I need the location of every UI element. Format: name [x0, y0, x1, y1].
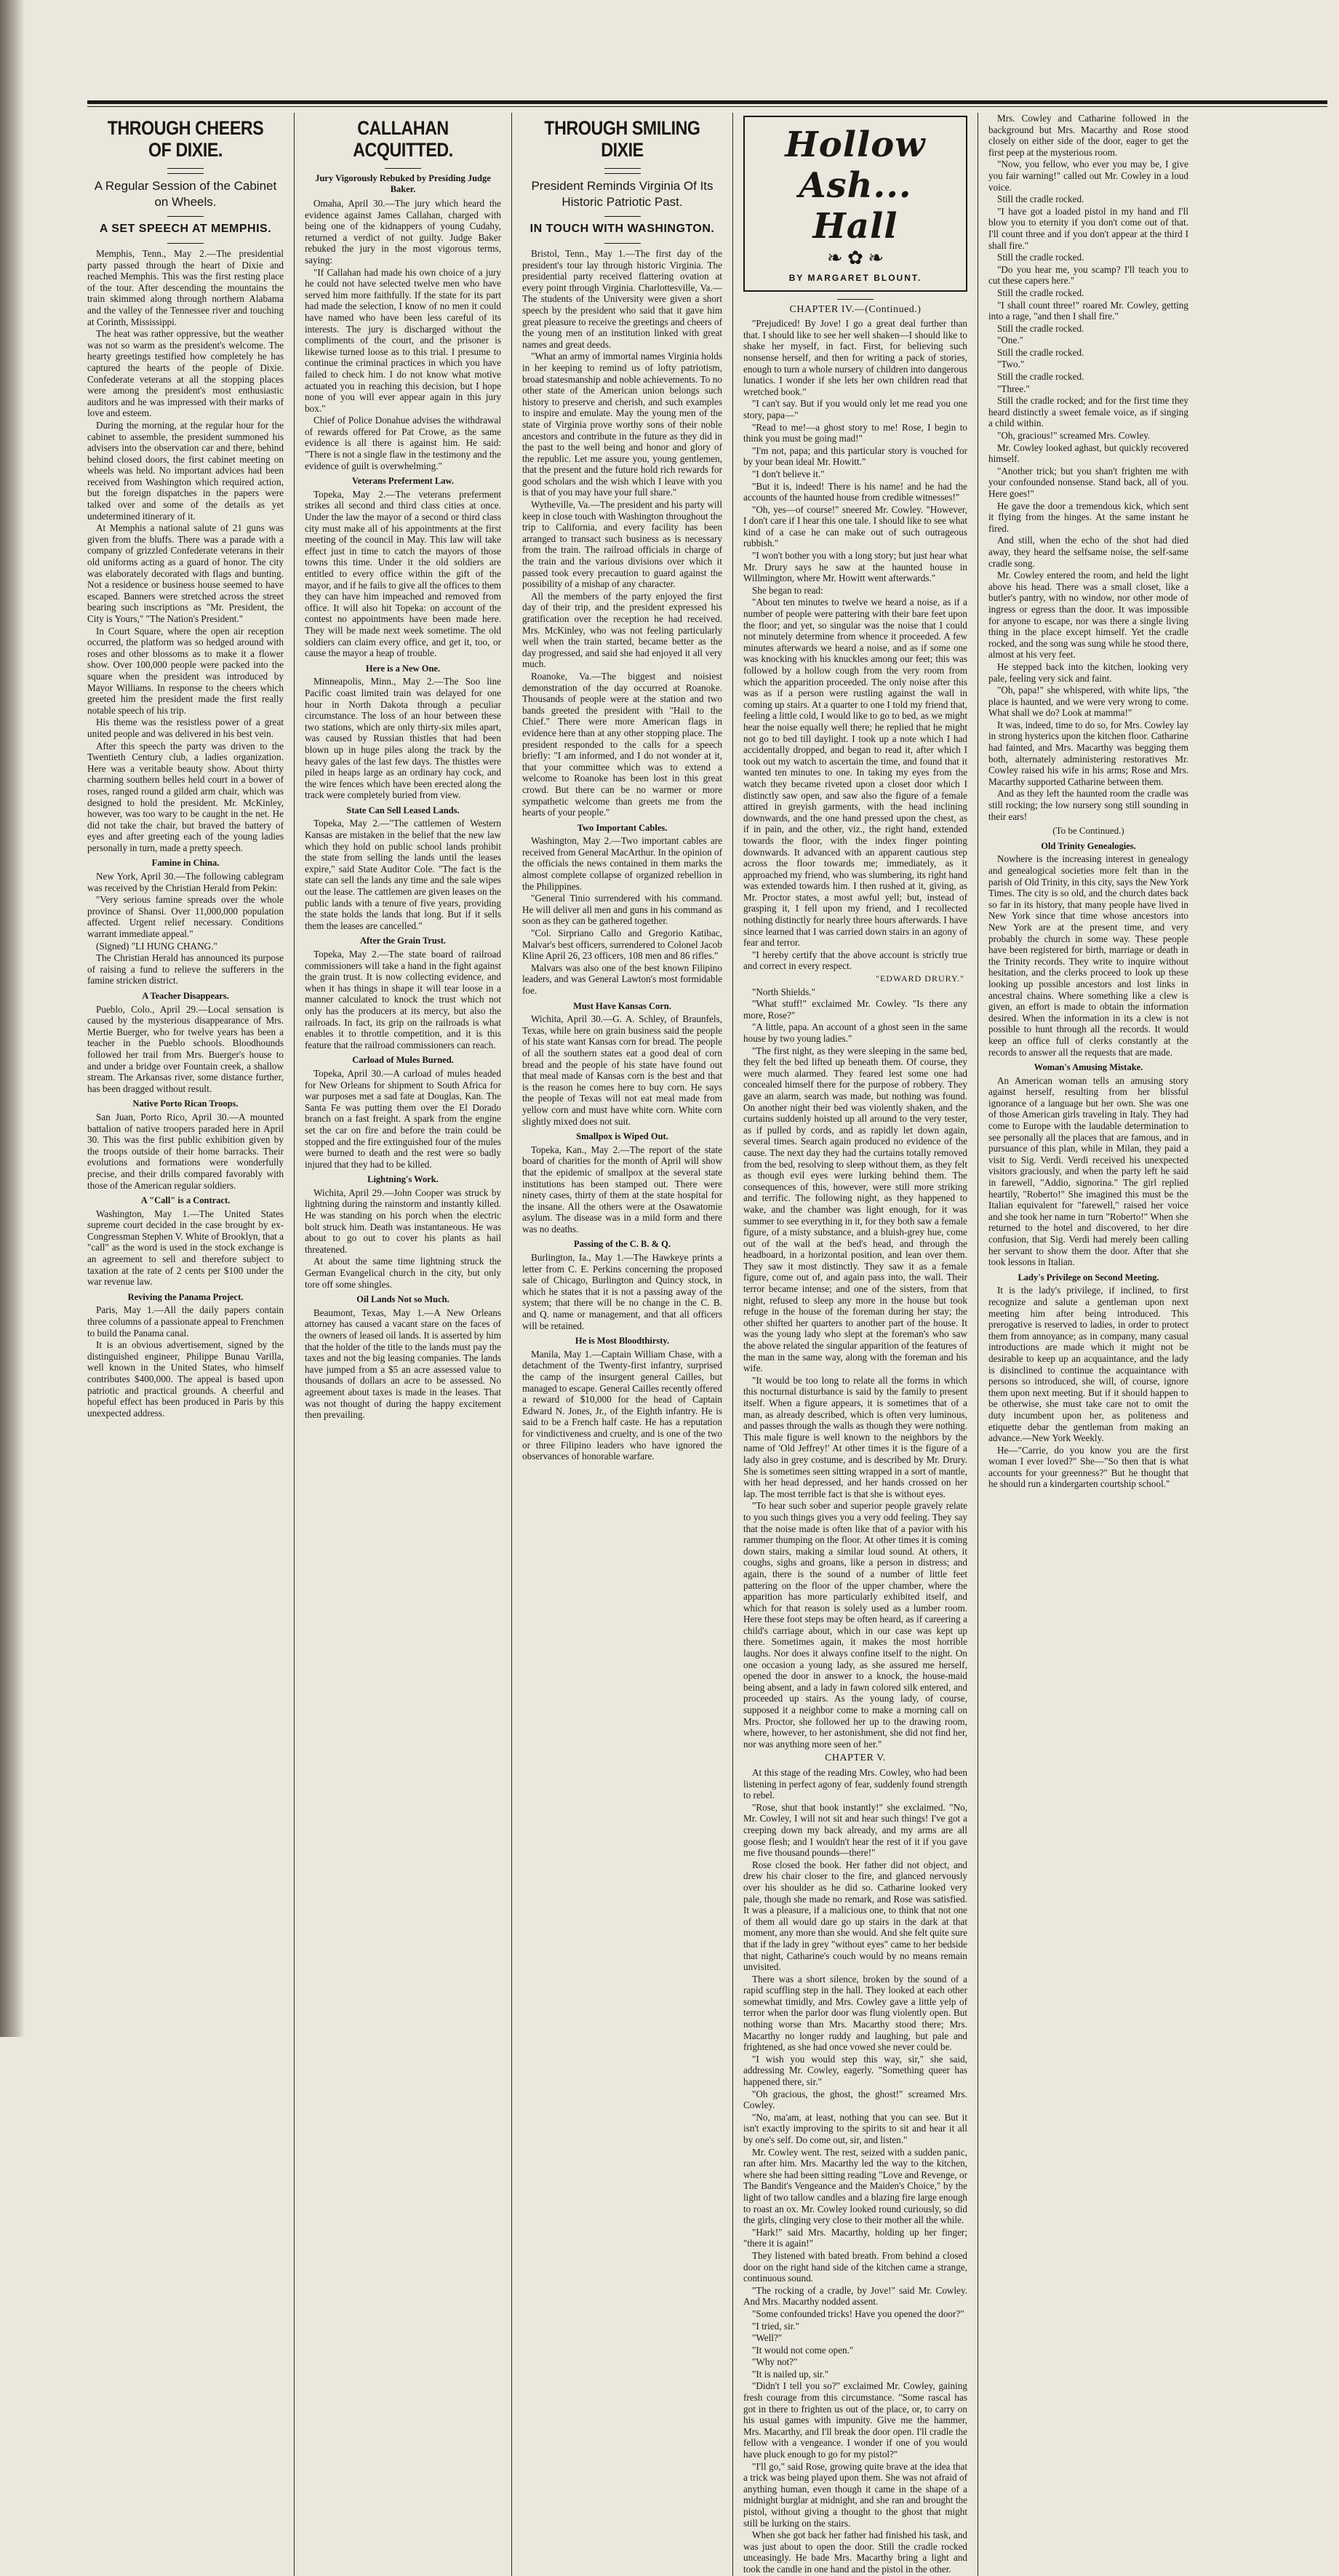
paragraph: It is an obvious advertisement, signed by the distinguished engineer, Philippe Bunau Varilla, well known in the United States, who himself contributes $400,000. The appeal is based upon patriotic and practical grounds. A cheerful and hopeful effect has been produced in Paris by this unexpected address. — [87, 1339, 284, 1419]
paragraph: "I'll go," said Rose, growing quite brave at the idea that a trick was being played upon them. She was not afraid of anything human, even though it came in the shape of a midnight burglar at midnight, and she ran and brought the pistol, without giving a thought to the ghost that might still be lurking on the stairs. — [743, 2460, 967, 2529]
paragraph: Nowhere is the increasing interest in genealogy and genealogical societies more felt than in the parish of Old Trinity, in this city, says the New York Times. The city is so old, and the church dates back so far in its history, that many people have lived in New York since that time whose ancestors into New York are at the present time, and very probably the church in some way. These people have been registered for birth, marriage or death in the Trinity records. They write to inquire without hesitation, and the clerks proceed to look up these looking up possible ancestors and lost links in ancestral chains. Where something like a clew is given, an effort is made to obtain the information desired. When the information in its a clew is not possible to hunt through all the records. It would keep an office full of clerks constantly at the records to answer all the requests that are made. — [988, 853, 1188, 1058]
section-rule — [604, 173, 641, 174]
paragraph: "I have got a loaded pistol in my hand and I'll blow you to eternity if you don't come out of that. I'll count three and if you don't appear at the third I shall fire." — [988, 205, 1188, 251]
paragraph: "The first night, as they were sleeping in the same bed, they felt the bed lifted up beneath them. Of course, they were much alarmed. They feared lest some one had concealed himself there for the purpose of robbery. They gave an alarm, search was made, but nothing was found. On another night their bed was violently shaken, and the curtains suddenly hoisted up all around to the very tester, as if pulled by cords, and as rapidly let down again, several times. Search again produced no evidence of the cause. The next day they had the curtains totally removed from the bed, resolving to sleep without them, as they felt as though evil eyes were lurking behind them. The consequences of this, however, were still more striking and terrific. The following night, as they happened to wake, and the chamber was light enough, for it was summer to see everything in it, for they both saw a female figure, of a misty substance, and a bluish-grey hue, come out of the wall at the bed's head, and through the headboard, in a horizontal position, and lean over them. They saw it most distinctly. They saw it as a female figure, come out of, and again pass into, the wall. Their terror became intense; and one of the sisters, from that night, refused to sleep any more in the house but took refuge in the house of the foreman during her stay; the other shifted her quarters to another part of the house. It was the young lady who slept at the foreman's who saw the above related the singular apparition of the features of the man in the same way, along with the foreman and his wife. — [743, 1045, 967, 1374]
paragraph: Still the cradle rocked. — [997, 322, 1084, 334]
paragraph: "A little, papa. An account of a ghost seen in the same house by two young ladies." — [743, 1021, 967, 1044]
paragraph: "It would be too long to relate all the forms in which this nocturnal disturbance is said by the family to present itself. When a figure appears, it is sometimes that of a man, as already described, which is often very luminous, and passes through the walls as though they were nothing. This male figure is well known to the neighbors by the name of 'Old Jeffrey!' At other times it is the figure of a lady also in grey costume, and is described by Mr. Drury. She is sometimes seen sitting wrapped in a sort of mantle, with her head depressed, and her hands crossed on her lap. The most terrible fact is that she is without eyes. — [743, 1374, 967, 1499]
paragraph: Mr. Cowley looked aghast, but quickly recovered himself. — [988, 442, 1188, 465]
paragraph: When she got back her father had finished his task, and was just about to open the door. Still the cradle rocked unceasingly. He bade Mrs. Macarthy bring a light and took the candle in one hand and the pistol in the other. — [743, 2529, 967, 2575]
paragraph: "I tried, sir." — [752, 2320, 799, 2332]
paragraph: Mr. Cowley entered the room, and held the light above his head. There was a small closet, like a butler's pantry, with no window, nor other mode of ingress or egress than the door. It was impossible for anyone to escape, nor was there a single living thing in the place except himself. Yet the cradle rocked, and the song was sung while he stood there, almost at his very feet. — [988, 570, 1188, 661]
paragraph: "Do you hear me, you scamp? I'll teach you to cut these capers here." — [988, 263, 1188, 287]
paragraph: "I shall count three!" roared Mr. Cowley, getting into a rage, "and then I shall fire." — [988, 299, 1188, 322]
subhead: Woman's Amusing Mistake. — [1034, 1062, 1143, 1073]
paragraph: During the morning, at the regular hour for the cabinet to assemble, the president summoned his advisers into the observation car and there, behind behind closed doors, the first cabinet meeting on wheels was held. No important advices had been received from Washington which required action, but the foreign dispatches in the papers were talked over and some of the details as yet undetermined itinerary of it. — [87, 419, 284, 522]
paragraph: Topeka, Kan., May 2.—The report of the state board of charities for the month of April will show that the epidemic of smallpox at the several state institutions has been stamped out. There were ninety cases, thirty of them at the state hospital for the insane. All the others were at the Osawatomie asylum. The disease was in a mild form and there was no deaths. — [522, 1144, 722, 1235]
paragraph: Paris, May 1.—All the daily papers contain three columns of a passionate appeal to Frenchmen to build the Panama canal. — [87, 1304, 284, 1339]
paragraph: Still the cradle rocked. — [997, 371, 1084, 383]
subhead: Lady's Privilege on Second Meeting. — [1018, 1272, 1159, 1283]
subhead: A Teacher Disappears. — [142, 991, 229, 1001]
paragraph: "I'm not, papa; and this particular story is vouched for by your bean ideal Mr. Howitt." — [743, 444, 967, 468]
paragraph: At this stage of the reading Mrs. Cowley, who had been listening in perfect agony of fear, suddenly found strength to rebel. — [743, 1767, 967, 1801]
paragraph: In Court Square, where the open air reception occurred, the platform was so hedged around with roses and other blossoms as to make it a flower show. Over 100,000 people were packed into the square when the president was introduced by Mayor Williams. In response to the cheers which greeted him the president made the first really notable speech of his trip. — [87, 625, 284, 716]
paragraph: "The rocking of a cradle, by Jove!" said Mr. Cowley. And Mrs. Macarthy nodded assent. — [743, 2284, 967, 2308]
paragraph: Memphis, Tenn., May 2.—The presidential party passed through the heart of Dixie and reached Memphis. This was the first resting place of the tour. After descending the mountains the train skimmed along through northern Alabama and the valley of the Tennessee river and touching at Corinth, Mississippi. — [87, 248, 284, 327]
column-5 — [988, 113, 1188, 2576]
section-rule — [167, 216, 204, 217]
paragraph: "It is nailed up, sir." — [752, 2368, 829, 2380]
paragraph: "What an army of immortal names Virginia holds in her keeping to remind us of lofty patriotism, broad statesmanship and noble achievements. To no other state of the American union belongs such history to preserve and cherish, and such examples to inspire and emulate. May the young men of the state of Virginia prove worthy sons of their noble ancestors and contribute in the future as they did in the past to the well being and honor and glory of the republic. Let me assure you, young gentlemen, that the present and the future hold rich rewards for good scholars and the wish which I leave with you is that of you may have your full share." — [522, 351, 722, 498]
subhead: Passing of the C. B. & Q. — [574, 1239, 671, 1250]
paragraph: New York, April 30.—The following cablegram was received by the Christian Herald from Pekin: — [87, 871, 284, 893]
paragraph: Still the cradle rocked. — [997, 252, 1084, 263]
paragraph: "Very serious famine spreads over the whole province of Shansi. Over 11,000,000 population affected. Urgent relief necessary. Conditions warrant immediate appeal." — [87, 894, 284, 940]
paragraph: "No, ma'am, at least, nothing that you can see. But it isn't exactly improving to the spirits to sit and hear it all by one's self. Do come out, sir, and listen." — [743, 2111, 967, 2145]
paragraph: Topeka, May 2.—"The cattlemen of Western Kansas are mistaken in the belief that the new law which they hold on public school lands prohibit the state from selling the lands until the leases expire," said State Auditor Cole. "The fact is the state can sell the lands any time and the sale wipes out the lease. The cattlemen are given leases on the public lands with a tenure of five years, providing the state holds the lands that long. But if it sells them the leases are cancelled." — [305, 818, 501, 931]
paragraph: "Now, you fellow, who ever you may be, I give you fair warning!" called out Mr. Cowley in a loud voice. — [988, 159, 1188, 193]
paragraph: Burlington, Ia., May 1.—The Hawkeye prints a letter from C. E. Perkins concerning the proposed sale of Chicago, Burlington and Quincy stock, in which he states that it is not a passing away of the system; that there will be no change in the C. B. and Q. name or management, and that all officers will be retained. — [522, 1252, 722, 1331]
section-rule — [604, 243, 641, 244]
paragraph: San Juan, Porto Rico, April 30.—A mounted battalion of native troopers paraded here in April 30. This was the first public exhibition given by the troops outside of their home barracks. Their evolutions and formations were wonderfully precise, and their drills compared favorably with those of the American regular soldiers. — [87, 1111, 284, 1191]
paragraph: "Oh gracious, the ghost, the ghost!" screamed Mrs. Cowley. — [743, 2088, 967, 2111]
serial-title-box — [743, 116, 967, 292]
column-rule — [511, 113, 512, 2576]
paragraph: They listened with bated breath. From behind a closed door on the right hand side of the kitchen came a strange, continuous sound. — [743, 2249, 967, 2284]
paragraph: Washington, May 1.—The United States supreme court decided in the case brought by ex-Congressman Stephen V. White of Brooklyn, that a "call" as the word is used in the stock exchange is an agreement to sell and therefore subject to taxation at the rate of 2 cents per $100 under the war revenue law. — [87, 1208, 284, 1288]
paragraph: "But it is, indeed! There is his name! and he had the accounts of the haunted house from credible witnesses!" — [743, 480, 967, 503]
kicker: Jury Vigorously Rebuked by Presiding Judge Baker. — [315, 173, 491, 194]
continued-note: (To be Continued.) — [1052, 825, 1124, 837]
section-rule — [604, 216, 641, 217]
deck: A Regular Session of the Cabinet on Wheels. — [94, 179, 277, 209]
paragraph: It was, indeed, time to do so, for Mrs. Cowley lay in strong hysterics upon the kitchen floor. Catharine had fainted, and Mrs. Macarthy was begging them both, alternately administering restoratives Mr. Cowley raised his wife in his arms; Rose and Mrs. Macarthy supported Catharine between them. — [988, 719, 1188, 787]
paragraph: His theme was the resistless power of a great united people and was delivered in his best vein. — [87, 717, 284, 739]
paragraph: "What stuff!" exclaimed Mr. Cowley. "Is there any more, Rose?" — [743, 998, 967, 1021]
paragraph: "I can't say. But if you would only let me read you one story, papa—" — [743, 398, 967, 420]
paragraph: And still, when the echo of the shot had died away, they heard the selfsame noise, the self-same cradle song. — [988, 535, 1188, 569]
chapter-heading: CHAPTER V. — [825, 1752, 886, 1764]
paragraph: "I don't believe it." — [752, 468, 825, 479]
paragraph: The Christian Herald has announced its purpose of raising a fund to relieve the sufferers in the famine stricken district. — [87, 952, 284, 986]
column-4 — [743, 113, 967, 2576]
paragraph: "Oh, yes—of course!" sneered Mr. Cowley. "However, I don't care if I hear this one tale. I should like to see what kind of a case he can make out of such outrageous rubbish." — [743, 503, 967, 549]
paragraph: At Memphis a national salute of 21 guns was given from the bluffs. There was a parade with a company of grizzled Confederate veterans in their old uniforms acting as a guard of honor. The city was elaborately decorated with flags and bunting. Not a residence or business house seemed to have escaped. Banners were stretched across the street bearing such inscriptions as "Mr. President, the City is Yours," "The Nation's President." — [87, 522, 284, 624]
paragraph: Still the cradle rocked. — [997, 287, 1084, 298]
deck-caps: IN TOUCH WITH WASHINGTON. — [529, 223, 715, 235]
newspaper-page — [87, 113, 1327, 2575]
subhead: Reviving the Panama Project. — [127, 1291, 244, 1302]
paragraph: "If Callahan had made his own choice of a jury he could not have selected twelve men who have served him more faithfully. If the state for its part had made the selection, I know of no men it could have named who have been less careful of its interests. The jury is discharged without the compliments of the court, and the prisoner is likewise turned loose as to this trial. I presume to continue the criminal practices in which you have failed to check him. I do not know what motive actuated you in reaching this decision, but I hope none of you will ever appear again in this jury box." — [305, 266, 501, 414]
paragraph: "Read to me!—a ghost story to me! Rose, I begin to think you must be going mad!" — [743, 421, 967, 444]
paragraph: Beaumont, Texas, May 1.—A New Orleans attorney has caused a vacant stare on the faces of the owners of leased oil lands. It is asserted by him that the holder of the title to the lands must pay the taxes and not the big leasing companies. The lands have jumped from a $5 an acre assessed value to thousands of dollars an acre to be assessed. No agreement about taxes is made in the leases. That was not thought of during the happy excitement then prevailing. — [305, 1307, 501, 1421]
paragraph: Topeka, April 30.—A carload of mules headed for New Orleans for shipment to South Africa for war purposes met a sad fate at Douglas, Kan. The Santa Fe was putting them over the El Dorado branch on a fast freight. A spark from the engine set the car on fire and before the train could be stopped and the fire extinguished four of the mules were burned to death and the rest were so badly injured that they had to be killed. — [305, 1067, 501, 1170]
paragraph: "Didn't I tell you so?" exclaimed Mr. Cowley, gaining fresh courage from this circumstance. "Some rascal has got in there to frighten us out of the place, or, to carry on his usual games with impunity. Give me the hammer, Mrs. Macarthy, and I'll break the door open. I'll cradle the fellow with a vengeance. I wonder if one of you would have pluck enough to go for my pistol?" — [743, 2380, 967, 2460]
paragraph: "Some confounded tricks! Have you opened the door?" — [752, 2308, 964, 2319]
section-rule — [167, 168, 204, 169]
headline: CALLAHAN ACQUITTED. — [353, 117, 453, 161]
deck-caps: A SET SPEECH AT MEMPHIS. — [99, 223, 272, 235]
section-rule — [385, 168, 421, 169]
column-1 — [87, 113, 284, 2576]
subhead: After the Grain Trust. — [359, 936, 447, 946]
chapter-heading: CHAPTER IV.—(Continued.) — [789, 303, 922, 315]
subhead: Must Have Kansas Corn. — [573, 1000, 671, 1011]
serial-title: Hollow Ash... Hall — [785, 124, 926, 247]
paragraph: There was a short silence, broken by the sound of a rapid scuffling step in the hall. They looked at each other somewhat timidly, and Mrs. Cowley gave a little yelp of terror when the parlor door was flung violently open. But nothing worse than Mrs. Macarthy stood there; Mrs. Macarthy no longer ruddy and laughing, but pale and frightened, as she had once vowed she never could be. — [743, 1973, 967, 2053]
paragraph: Topeka, May 2.—The veterans preferment strikes all second and third class cities at once. Under the law the mayor of a second or third class city must make all of his appointments at the first meeting of the council in May. This law will take effect just in time to catch the mayors of those towns this time. Under it the old soldiers are entitled to every office within the gift of the mayor, and if he fails to give all the offices to them they can have him impeached and removed from office. It will also hit Topeka: on account of the contest no appointments have been made here. They will be made next week sometime. The old soldiers can claim every office, and get it, too, or cause the mayor a heap of trouble. — [305, 488, 501, 659]
paragraph: Mr. Cowley went. The rest, seized with a sudden panic, ran after him. Mrs. Macarthy led the way to the kitchen, where she had been sitting reading "Love and Revenge, or The Bandit's Vengeance and the Maiden's Choice," by the light of two tallow candles and a blazing fire large enough to roast an ox. Mr. Cowley looked round curiously, so did the girls, clinging very close to their mother all the while. — [743, 2146, 967, 2226]
paragraph: Pueblo, Colo., April 29.—Local sensation is caused by the mysterious disappearance of Mrs. Mertie Buerger, who for twelve years has been a teacher in the Pueblo schools. Bloodhounds followed her trail from Mrs. Buerger's house to and under a bridge over Fountain creek, a shallow stream. The Arkansas river, some distance further, has been dragged without result. — [87, 1003, 284, 1094]
section-rule — [167, 173, 204, 174]
subhead: A "Call" is a Contract. — [140, 1195, 231, 1206]
paragraph: Wichita, April 29.—John Cooper was struck by lightning during the rainstorm and instantly killed. He was standing on his porch when the electric bolt struck him. Death was instantaneous. He was about to go out to cover his plants as hail threatened. — [305, 1187, 501, 1255]
byline: BY MARGARET BLOUNT. — [788, 273, 922, 283]
paragraph: An American woman tells an amusing story against herself, resulting from her blissful ignorance of a language but her own. She was one of those American girls traveling in Italy. They had come to Europe with the laudable determination to see personally all the places that are famous, and in pursuance of this plan, while in Milan, they paid a visit to Sig. Verdi. Verdi received his unexpected visitors graciously, and when the party left he said in farewell, "Addio, signorina." The girl replied heartily, "Roberto!" She imagined this must be the Italian equivalent for "farewell," raised her voice and she took her name in turn "Roberto!" When she returned to the hotel and discovered, to her dire confusion, that Sig. Verdi had merely been calling her servant to show them the door. After that she took lessons in Italian. — [988, 1074, 1188, 1268]
paragraph: "Prejudiced! By Jove! I go a great deal further than that. I should like to see her well shaken—I should like to shake her myself, in fact. First, for believing such nonsense herself, and then for writing a pack of stories, enough to turn a whole nursery of children into dangerous lunatics. I wonder if she lets her own children read that wretched book." — [743, 318, 967, 397]
paragraph: "I wish you would step this way, sir," she said, addressing Mr. Cowley, eagerly. "Something queer has happened there, sir." — [743, 2053, 967, 2088]
subhead: He is Most Bloodthirsty. — [575, 1336, 670, 1347]
subhead: Carload of Mules Burned. — [352, 1055, 454, 1066]
paragraph: He gave the door a tremendous kick, which sent it flying from the hinges. At the same instant he fired. — [988, 500, 1188, 534]
paragraph: "About ten minutes to twelve we heard a noise, as if a number of people were pattering with their bare feet upon the floor; and yet, so singular was the noise that I could not minutely determine from whence it proceeded. A few minutes afterwards we heard a noise, and as if some one was knocking with his knuckles among our feet; this was followed by a hollow cough from the very room from which the apparition proceeded. The only noise after this was as if a person were rustling against the wall in coming up stairs. At a quarter to one I told my friend that, feeling a little cold, I would like to go to bed, as we might hear the noise equally well there; he replied that he might not go to bed till daylight. I took up a note which I had accidentally dropped, and began to read it, after which I took out my watch to ascertain the time, and found that it wanted ten minutes to one. In taking my eyes from the watch they became riveted upon a closet door which I distinctly saw open, and saw also the figure of a female attired in greyish garments, with the head inclining downwards, and the one hand pressed upon the chest, as if in pain, and the other, viz., the right hand, extended towards the floor, with the index finger pointing downwards. It advanced with an apparent cautious step across the floor towards me; immediately, as it approached my friend, who was slumbering, its right hand was extended towards him. I then rushed at it, giving, as Mr. Proctor states, a most awful yell; but, instead of grasping it, I fell upon my friend, and I recollected nothing distinctly for nearly three hours afterwards. I have since learned that I was carried down stairs in an agony of fear and terror. — [743, 597, 967, 949]
paragraph: Topeka, May 2.—The state board of railroad commissioners will take a hand in the fight against the grain trust. It is now collecting evidence, and when it has things in shape it will tear loose in a manner calculated to knock the trust which not only has the producers at its mercy, but also the railroads. In fact, its grip on the railroads is what enables it to throttle competition, and it is this feature that the railroad commissioners can reach. — [305, 949, 501, 1050]
subhead: Veterans Preferment Law. — [352, 476, 454, 487]
section-rule — [167, 243, 204, 244]
paragraph: Minneapolis, Minn., May 2.—The Soo line Pacific coast limited train was delayed for one hour in North Dakota through a peculiar circumstance. The loss of an hour between these two stations, which are only thirty-six miles apart, was caused by Russian thistles that had been blown up in huge piles along the track by the heavy gales of the last few days. The thistles were piled in heaps large as an ordinary hay cock, and the wire fences which have been erected along the track were completely buried from view. — [305, 676, 501, 801]
section-rule — [604, 168, 641, 169]
paragraph: "General Tinio surrendered with his command. He will deliver all men and guns in his command as soon as they can be gathered together. — [522, 893, 722, 927]
column-rule — [294, 113, 295, 2576]
paragraph: Chief of Police Donahue advises the withdrawal of rewards offered for Pat Crowe, as the same evidence is all there is against him. He said: "There is not a single flaw in the testimony and the evidence of guilt is overwhelming." — [305, 415, 501, 471]
paragraph: Mrs. Cowley and Catharine followed in the background but Mrs. Macarthy and Rose stood closely on either side of the door, eager to get the first peep at the mysterious room. — [988, 113, 1188, 158]
paragraph: Rose closed the book. Her father did not object, and drew his chair closer to the fire, and glanced nervously over his shoulder as he did so. Catharine looked very pale, though she made no remark, and Rose was satisfied. It was a pleasure, if a malicious one, to think that not one of them all would dare go up stairs in the dark at that moment, any more than she would. And she felt quite sure that if the lady in grey "without eyes" came to her bedside that night, Catharine's couch would by no means remain unvisited. — [743, 1859, 967, 1973]
subhead: State Can Sell Leased Lands. — [346, 805, 460, 816]
paragraph: Still the cradle rocked. — [997, 346, 1084, 358]
page-binding-edge — [0, 0, 25, 2037]
paragraph: Wichita, April 30.—G. A. Schley, of Braunfels, Texas, while here on grain business said the people of his state want Kansas corn for bread. The people of all the southern states eat a good deal of corn bread and the people of his state have found out that meal made of Kansas corn is the best and that is the reason he comes here to buy corn. He says the people of Texas will not eat meal made from yellow corn and must have white corn. White corn slightly mixed does not suit. — [522, 1013, 722, 1127]
paragraph: "Rose, shut that book instantly!" she exclaimed. "No, Mr. Cowley, I will not sit and hear such things! I've got a creeping down my back already, and my arms are all goose flesh; and I wouldn't hear the rest of it if you gave me five thousand pounds—there!" — [743, 1801, 967, 1859]
paragraph: After this speech the party was driven to the Twentieth Century club, a ladies organization. Here was a veritable beauty show. About thirty charming southern belles held court in a bower of roses, ranged round a gilded arm chair, which was designed to hold the president. Mr. McKinley, however, was too wary to be caught in the net. He did not take the chair, but braved the battery of eyes and after greeting each of the young ladies personally in turn, made a pretty speech. — [87, 740, 284, 853]
subhead: Famine in China. — [151, 858, 220, 869]
paragraph: Washington, May 2.—Two important cables are received from General MacArthur. In the opinion of the officials the news contained in them marks the almost complete collapse of organized rebellion in the Philippines. — [522, 835, 722, 892]
paragraph: Malvars was also one of the best known Filipino leaders, and was General Lawton's most formidable foe. — [522, 962, 722, 996]
paragraph: At about the same time lightning struck the German Evangelical church in the city, but only tore off some shingles. — [305, 1256, 501, 1290]
subhead: Here is a New One. — [365, 663, 441, 674]
paragraph: "Oh, papa!" she whispered, with white lips, "the place is haunted, and we were very wrong to come. What shall we do? Look at mamma!" — [988, 685, 1188, 719]
paragraph: "Hark!" said Mrs. Macarthy, holding up her finger; "there it is again!" — [743, 2226, 967, 2249]
paragraph: "I hereby certify that the above account is strictly true and correct in every respect. — [743, 949, 967, 972]
paragraph: "One." — [997, 335, 1024, 346]
subhead: Old Trinity Genealogies. — [1041, 840, 1136, 851]
paragraph: It is the lady's privilege, if inclined, to first recognize and salute a gentleman upon next meeting him after being introduced. This prerogative is reserved to ladies, in order to protect them from annoyance; as in company, many casual introductions are made which it might not be desirable to keep up an acquaintance, and the lady is disinclined to continue the acquaintance with persons so introduced, she will, of course, ignore them upon next meeting. But if it should happen to be otherwise, she must take care not to omit the duty incumbent upon her, as politeness and etiquette debar the gentleman from making an advance.—New York Weekly. — [988, 1285, 1188, 1444]
paragraph: "Well?" — [752, 2332, 783, 2344]
section-rule — [837, 299, 874, 300]
paragraph: "It would not come open." — [752, 2344, 854, 2356]
paragraph: He stepped back into the kitchen, looking very pale, feeling very sick and faint. — [988, 661, 1188, 684]
masthead-rule — [87, 100, 1327, 104]
paragraph: "I won't bother you with a long story; but just hear what Mr. Drury says he saw at the haunted house in Willmington, where Mr. Howitt went afterwards." — [743, 550, 967, 584]
paragraph: Bristol, Tenn., May 1.—The first day of the president's tour lay through historic Virginia. The presidential party received flattering ovation at every point through Virginia. Charlottesville, Va.—The students of the University were given a short speech by the president who said that it gave him great pleasure to receive the greetings and cheers of the young men of an institution linked with great names and great deeds. — [522, 248, 722, 350]
headline: THROUGH SMILING DIXIE — [544, 117, 700, 161]
paragraph: "North Shields." — [752, 986, 815, 997]
paragraph: "Three." — [997, 383, 1030, 394]
paragraph: "Two." — [997, 359, 1025, 370]
paragraph: "Col. Sirpriano Callo and Gregorio Katibac, Malvar's best officers, surrendered to Colonel Jacob Kline April 26, 23 officers, 108 men and 86 rifles." — [522, 928, 722, 962]
paragraph: "Oh, gracious!" screamed Mrs. Cowley. — [997, 430, 1151, 442]
paragraph: All the members of the party enjoyed the first day of their trip, and the president expressed his gratification over the reception he had received. Mrs. McKinley, who was not feeling particularly well when the train started, became better as the day progressed, and said she had enjoyed it all very much. — [522, 590, 722, 670]
paragraph: And as they left the haunted room the cradle was still rocking; the low nursery song still sounding in their ears! — [988, 788, 1188, 822]
subhead: Smallpox is Wiped Out. — [576, 1131, 668, 1142]
headline: THROUGH CHEERS OF DIXIE. — [107, 117, 264, 161]
paragraph: (Signed) "LI HUNG CHANG." — [96, 940, 217, 952]
paragraph: Manila, May 1.—Captain William Chase, with a detachment of the Twenty-first infantry, surprised the camp of the insurgent general Cailles, but managed to escape. General Cailles recently offered a reward of $10,000 for the head of Captain Edward N. Jones, Jr., of the Eighth infantry. He is said to be a French half caste. He has a reputation for vindictiveness and cruelty, and is one of the two or three Filipino leaders who have ignored the observances of honorable warfare. — [522, 1348, 722, 1462]
paragraph: Still the cradle rocked. — [997, 194, 1084, 205]
column-2 — [305, 113, 501, 2576]
deck: President Reminds Virginia Of Its Historic Patriotic Past. — [531, 179, 714, 209]
signature: "EDWARD DRURY." — [876, 973, 964, 984]
paragraph: "Why not?" — [752, 2356, 798, 2368]
column-3 — [522, 113, 722, 2576]
flourish-ornament: ❧ ✿ ❧ — [826, 247, 884, 268]
subhead: Oil Lands Not so Much. — [356, 1294, 449, 1305]
masthead-rule-thin — [87, 106, 1327, 107]
paragraph: She began to read: — [752, 584, 823, 596]
column-rule — [732, 113, 733, 2576]
subhead: Two Important Cables. — [577, 822, 668, 833]
paragraph: "To hear such sober and superior people gravely relate to you such things gives you a very odd feeling. They say that the noise made is often like that of a pavior with his rammer thumping on the floor. At other times it is coming down stairs, making a similar loud sound. At others, it coughs, sighs and groans, like a person in distress; and again, there is the sound of a number of little feet pattering on the floor of the upper chamber, where the apparition has more particularly exhibited itself, and which for that reason is solely used as a lumber room. Here these foot steps may be often heard, as if careering a child's carriage about, which in our case was kept up there. Sometimes again, it makes the most horrible laughs. Nor does it always confine itself to the night. On one occasion a young lady, as she assured me herself, opened the door in answer to a knock, the house-maid being absent, and a lady in fawn colored silk entered, and proceeded up stairs. As the young lady, of course, supposed it a neighbor come to make a morning call on Mrs. Proctor, she followed her up to the drawing room, where, however, to her astonishment, she did not find her, nor was anything more seen of her." — [743, 1500, 967, 1750]
paragraph: The heat was rather oppressive, but the weather was not so warm as the president's welcome. The hearty greetings testified how completely he has captured the hearts of the people of Dixie. Confederate veterans at all the stopping places were among the president's most enthusiastic auditors and he was impressed with their marks of love and esteem. — [87, 328, 284, 419]
paragraph: Omaha, April 30.—The jury which heard the evidence against James Callahan, charged with being one of the kidnappers of young Cudahy, returned a verdict of not guilty. Judge Baker rebuked the jury in the most vigorous terms, saying: — [305, 198, 501, 266]
paragraph: Roanoke, Va.—The biggest and noisiest demonstration of the day occurred at Roanoke. Thousands of people were at the station and two bands greeted the president with "Hail to the Chief." There were more American flags in evidence here than at any other stopping place. The president responded to the calls for a speech briefly: "I am informed, and I do not wonder at it, that your committee which was to extend a welcome to Roanoke has been lost in this great crowd. But there can be no warmer or more sympathetic welcome than greets me from the hearts of your people." — [522, 670, 722, 818]
subhead: Native Porto Rican Troops. — [132, 1098, 239, 1109]
paragraph: Wytheville, Va.—The president and his party will keep in close touch with Washington throughout the trip to California, and every facility has been arranged to transact such business as is necessary from the train. The railroad officials in charge of the train and the various divisions over which it passed took every precaution to guard against the possibility of a mishap of any character. — [522, 499, 722, 590]
subhead: Lightning's Work. — [367, 1174, 439, 1185]
paragraph: Still the cradle rocked; and for the first time they heard distinctly a sweet female voice, as if singing a child within. — [988, 395, 1188, 429]
paragraph: He—"Carrie, do you know you are the first woman I ever loved?" She—"So then that is what accounts for your greenness?" But he thought that he should run a kindergarten courtship school." — [988, 1444, 1188, 1490]
paragraph: "Another trick; but you shan't frighten me with your confounded nonsense. Stand back, all of you. Here goes!" — [988, 465, 1188, 499]
